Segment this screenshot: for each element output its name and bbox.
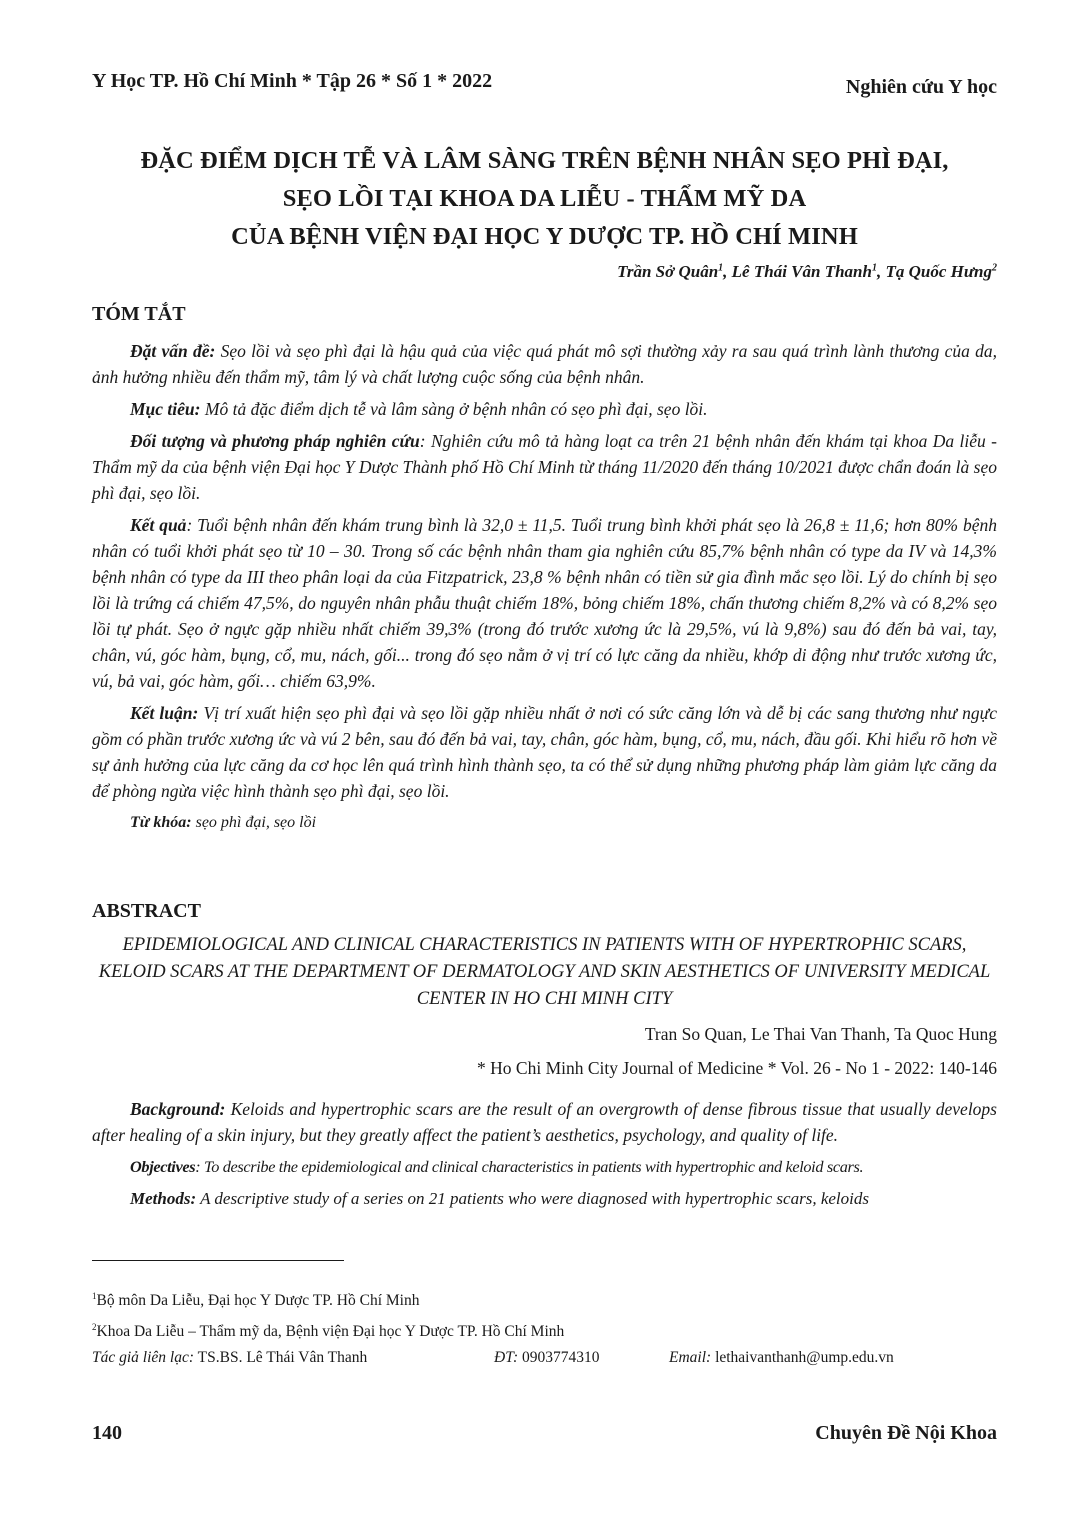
footnote-divider — [92, 1260, 344, 1261]
abstract-body — [92, 1096, 997, 1212]
tomtat-keywords — [92, 810, 997, 836]
paragraph-label: Kết quả — [130, 515, 187, 535]
abstract-background — [92, 1096, 997, 1148]
citation: * Ho Chi Minh City Journal of Medicine * Vol. 26 - No 1 - 2022: 140-146 — [477, 1058, 997, 1078]
phone-number: 0903774310 — [522, 1349, 600, 1367]
author-separator: , — [876, 262, 886, 281]
tomtat-conclusion — [92, 700, 997, 804]
author-separator: , — [723, 262, 732, 281]
paragraph-text: : Nghiên cứu mô tả hàng loạt ca trên 21 bệnh nhân đến khám tại khoa Da liễu - Thẩm mỹ da của bệnh viện Đại học Y Dược Thành phố Hồ Chí Minh từ tháng 11/2020 đến tháng 10/2021 được chẩn đoán là sẹo phì đại, sẹo lồi. — [92, 431, 997, 503]
paragraph-text: A descriptive study of a series on 21 patients who were diagnosed with hypertrophic scars, keloids — [196, 1189, 869, 1208]
english-title: EPIDEMIOLOGICAL AND CLINICAL CHARACTERISTICS IN PATIENTS WITH OF HYPERTROPHIC SCARS, KELOID SCARS AT THE DEPARTMENT OF DERMATOLOGY AND SKIN AESTHETICS OF UNIVERSITY MEDICAL CENTER IN HO CHI MINH CITY — [98, 935, 991, 1009]
paragraph-label: Mục tiêu: — [130, 399, 201, 419]
author-name: Tạ Quốc Hưng — [885, 262, 992, 281]
paragraph-text: Keloids and hypertrophic scars are the result of an overgrowth of dense fibrous tissue that usually develops after healing of a skin injury, but they greatly affect the patient’s aesthetics, psychology, and quality of life. — [92, 1099, 997, 1145]
tomtat-methods — [92, 428, 997, 506]
tomtat-body — [92, 338, 997, 836]
footnote-number: 2 — [92, 1322, 97, 1333]
paragraph-label: Từ khóa: — [130, 814, 192, 831]
paragraph-text: : To describe the epidemiological and clinical characteristics in patients with hypertrophic and keloid scars. — [195, 1157, 864, 1176]
author-affiliation: 1 — [718, 262, 724, 274]
journal-name: Y Học TP. Hồ Chí Minh * Tập 26 * Số 1 * 2022 — [92, 70, 493, 92]
article-title — [92, 142, 997, 256]
author-name: Lê Thái Vân Thanh — [731, 262, 872, 281]
paragraph-label: Background: — [130, 1099, 226, 1119]
tomtat-background — [92, 338, 997, 390]
section-heading-tomtat: TÓM TẮT — [92, 303, 186, 325]
english-authors: Tran So Quan, Le Thai Van Thanh, Ta Quoc Hung — [644, 1024, 997, 1044]
email-label: Email: — [669, 1349, 712, 1367]
title-line: ĐẶC ĐIỂM DỊCH TỄ VÀ LÂM SÀNG TRÊN BỆNH NHÂN SẸO PHÌ ĐẠI, — [140, 147, 949, 174]
abstract-methods — [92, 1186, 997, 1212]
contact-label: Tác giả liên lạc: — [92, 1349, 195, 1367]
footnote-affiliation-1 — [92, 1283, 997, 1314]
contact-email — [669, 1345, 894, 1371]
footnote-number: 1 — [92, 1291, 97, 1301]
paragraph-text: : Tuổi bệnh nhân đến khám trung bình là 32,0 ± 11,5. Tuổi trung bình khởi phát sẹo là 26,8 ± 11,6; hơn 80% bệnh nhân có tuổi khởi phát sẹo từ 10 – 30. Trong số các bệnh nhân tham gia nghiên cứu 85,7% bệnh nhân có type da IV và 14,3% bệnh nhân có type da III theo phân loại da của Fitzpatrick, 23,8 % bệnh nhân có tiền sử gia đình mắc sẹo lồi. Lý do chính bị sẹo lồi là trứng cá chiếm 47,5%, do nguyên nhân phẫu thuật chiếm 18%, bỏng chiếm 18%, chấn thương chiếm 8,2% và có 8,2% sẹo lồi tự phát. Sẹo ở ngực gặp nhiều nhất chiếm 39,3% (trong đó trước xương ức là 29,5%, vú là 9,8%) sau đó đến bả vai, tay, chân, vú, góc hàm, bụng, cổ, mu, nách, gối... trong đó sẹo nằm ở vị trí có lực căng da nhiều, khớp di động như trước xương ức, vú, bả vai, góc hàm, gối… chiếm 63,9%. — [92, 515, 997, 691]
footnote-text: Khoa Da Liễu – Thẩm mỹ da, Bệnh viện Đại học Y Dược TP. Hồ Chí Minh — [96, 1323, 565, 1341]
contact-phone — [494, 1345, 600, 1371]
tomtat-objectives — [92, 396, 997, 422]
paragraph-label: Đối tượng và phương pháp nghiên cứu — [130, 431, 420, 451]
paragraph-label: Đặt vấn đề: — [130, 341, 216, 361]
author-name: Trần Sở Quân — [617, 262, 719, 281]
footnote-affiliation-2 — [92, 1314, 997, 1345]
section-heading-abstract: ABSTRACT — [92, 900, 201, 922]
title-line: SẸO LỒI TẠI KHOA DA LIỄU - THẨM MỸ DA — [282, 185, 807, 212]
paragraph-label: Methods: — [130, 1189, 197, 1208]
section-name: Nghiên cứu Y học — [845, 76, 997, 98]
paragraph-text: Sẹo lồi và sẹo phì đại là hậu quả của việc quá phát mô sợi thường xảy ra sau quá trình lành thương của da, ảnh hưởng nhiều đến thẩm mỹ, tâm lý và chất lượng cuộc sống của bệnh nhân. — [92, 341, 997, 387]
corresponding-author — [92, 1345, 997, 1371]
issue-name: Chuyên Đề Nội Khoa — [815, 1422, 997, 1444]
paragraph-label: Objectives — [130, 1157, 196, 1176]
contact-person — [92, 1345, 367, 1371]
paragraph-text: Vị trí xuất hiện sẹo phì đại và sẹo lồi gặp nhiều nhất ở nơi có sức căng lớn và dễ bị các sang thương như ngực gồm có phần trước xương ức và vú 2 bên, sau đó đến bả vai, tay, chân, góc hàm, bụng, cổ, mu, nách, đầu gối. Khi hiểu rõ hơn về sự ảnh hưởng của lực căng da cơ học lên quá trình hình thành sẹo, ta có thể sử dụng những phương pháp làm giảm lực căng da để phòng ngừa việc hình thành sẹo phì đại, sẹo lồi. — [92, 703, 997, 801]
tomtat-results — [92, 512, 997, 694]
paragraph-text: Mô tả đặc điểm dịch tễ và lâm sàng ở bệnh nhân có sẹo phì đại, sẹo lồi. — [200, 399, 708, 419]
email-address[interactable]: lethaivanthanh@ump.edu.vn — [715, 1349, 894, 1367]
author-affiliation: 1 — [871, 262, 877, 274]
author-list — [617, 262, 997, 282]
footnotes — [92, 1283, 997, 1371]
title-line: CỦA BỆNH VIỆN ĐẠI HỌC Y DƯỢC TP. HỒ CHÍ MINH — [231, 223, 858, 250]
footnote-text: Bộ môn Da Liễu, Đại học Y Dược TP. Hồ Chí Minh — [96, 1292, 420, 1310]
page-number: 140 — [92, 1422, 122, 1444]
paragraph-label: Kết luận: — [130, 703, 199, 723]
abstract-objectives — [92, 1154, 997, 1180]
contact-name: TS.BS. Lê Thái Vân Thanh — [197, 1349, 368, 1367]
paragraph-text: sẹo phì đại, sẹo lồi — [191, 814, 317, 831]
author-affiliation: 2 — [992, 262, 997, 274]
running-head — [92, 70, 997, 100]
phone-label: ĐT: — [494, 1349, 519, 1367]
